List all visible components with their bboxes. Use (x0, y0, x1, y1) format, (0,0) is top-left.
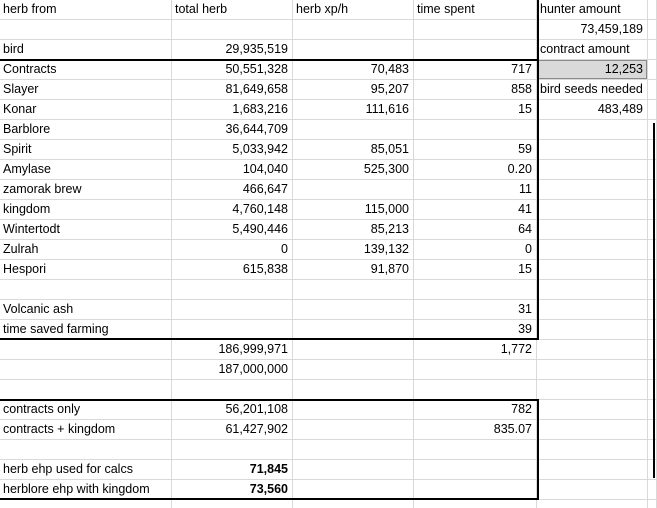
cell-r18-c6[interactable] (648, 340, 657, 360)
cell-r26-c2[interactable] (172, 500, 293, 508)
cell-r17-c3[interactable] (293, 320, 414, 340)
cell-r16-c2[interactable] (172, 300, 293, 320)
cell-r2-c1[interactable] (0, 20, 172, 40)
cell-r8-c3[interactable]: 85,051 (293, 140, 414, 160)
cell-r11-c2[interactable]: 4,760,148 (172, 200, 293, 220)
cell-r25-c3[interactable] (293, 480, 414, 500)
cell-r20-c5[interactable] (537, 380, 648, 400)
cell-r3-c6[interactable] (648, 40, 657, 60)
cell-r1-c6[interactable] (648, 0, 657, 20)
cell-r5-c3[interactable]: 95,207 (293, 80, 414, 100)
cell-r17-c5[interactable] (537, 320, 648, 340)
cell-r4-c2[interactable]: 50,551,328 (172, 60, 293, 80)
cell-r21-c6[interactable] (648, 400, 657, 420)
cell-r18-c4[interactable]: 1,772 (414, 340, 537, 360)
cell-r23-c2[interactable] (172, 440, 293, 460)
cell-r14-c5[interactable] (537, 260, 648, 280)
cell-r22-c2[interactable]: 61,427,902 (172, 420, 293, 440)
cell-r12-c4[interactable]: 64 (414, 220, 537, 240)
cell-r16-c1[interactable]: Volcanic ash (0, 300, 172, 320)
cell-r23-c1[interactable] (0, 440, 172, 460)
cell-r18-c3[interactable] (293, 340, 414, 360)
cell-r16-c4[interactable]: 31 (414, 300, 537, 320)
cell-r17-c4[interactable]: 39 (414, 320, 537, 340)
cell-r2-c5[interactable]: 73,459,189 (537, 20, 648, 40)
cell-r10-c3[interactable] (293, 180, 414, 200)
cell-r22-c5[interactable] (537, 420, 648, 440)
cell-r19-c5[interactable] (537, 360, 648, 380)
cell-r12-c5[interactable] (537, 220, 648, 240)
cell-r9-c6[interactable] (648, 160, 657, 180)
cell-r11-c1[interactable]: kingdom (0, 200, 172, 220)
cell-r13-c3[interactable]: 139,132 (293, 240, 414, 260)
cell-r25-c2[interactable]: 73,560 (172, 480, 293, 500)
cell-r25-c5[interactable] (537, 480, 648, 500)
cell-r6-c2[interactable]: 1,683,216 (172, 100, 293, 120)
cell-r11-c5[interactable] (537, 200, 648, 220)
cell-r5-c6[interactable] (648, 80, 657, 100)
cell-r19-c6[interactable] (648, 360, 657, 380)
cell-r25-c4[interactable] (414, 480, 537, 500)
cell-r9-c1[interactable]: Amylase (0, 160, 172, 180)
cell-r16-c5[interactable] (537, 300, 648, 320)
cell-r21-c1[interactable]: contracts only (0, 400, 172, 420)
cell-r7-c3[interactable] (293, 120, 414, 140)
cell-r14-c2[interactable]: 615,838 (172, 260, 293, 280)
cell-r7-c1[interactable]: Barblore (0, 120, 172, 140)
cell-r1-c5[interactable]: hunter amount (537, 0, 648, 20)
cell-r14-c4[interactable]: 15 (414, 260, 537, 280)
cell-r10-c4[interactable]: 11 (414, 180, 537, 200)
cell-r6-c4[interactable]: 15 (414, 100, 537, 120)
cell-r18-c5[interactable] (537, 340, 648, 360)
cell-r3-c1[interactable]: bird (0, 40, 172, 60)
cell-r15-c1[interactable] (0, 280, 172, 300)
cell-r19-c1[interactable] (0, 360, 172, 380)
cell-r7-c2[interactable]: 36,644,709 (172, 120, 293, 140)
cell-r12-c2[interactable]: 5,490,446 (172, 220, 293, 240)
cell-r24-c4[interactable] (414, 460, 537, 480)
cell-r13-c5[interactable] (537, 240, 648, 260)
cell-r22-c4[interactable]: 835.07 (414, 420, 537, 440)
cell-r13-c1[interactable]: Zulrah (0, 240, 172, 260)
cell-r11-c3[interactable]: 115,000 (293, 200, 414, 220)
cell-r1-c2[interactable]: total herb (172, 0, 293, 20)
cell-r2-c6[interactable] (648, 20, 657, 40)
cell-r8-c5[interactable] (537, 140, 648, 160)
cell-r20-c6[interactable] (648, 380, 657, 400)
cell-r13-c4[interactable]: 0 (414, 240, 537, 260)
cell-r5-c5[interactable]: bird seeds needed (537, 80, 648, 100)
cell-r19-c3[interactable] (293, 360, 414, 380)
cell-r17-c6[interactable] (648, 320, 657, 340)
cell-r23-c4[interactable] (414, 440, 537, 460)
cell-r3-c2[interactable]: 29,935,519 (172, 40, 293, 60)
cell-r9-c3[interactable]: 525,300 (293, 160, 414, 180)
cell-r15-c4[interactable] (414, 280, 537, 300)
cell-r5-c4[interactable]: 858 (414, 80, 537, 100)
cell-r18-c1[interactable] (0, 340, 172, 360)
cell-r4-c3[interactable]: 70,483 (293, 60, 414, 80)
cell-r5-c1[interactable]: Slayer (0, 80, 172, 100)
cell-r22-c6[interactable] (648, 420, 657, 440)
cell-r6-c1[interactable]: Konar (0, 100, 172, 120)
cell-r20-c2[interactable] (172, 380, 293, 400)
cell-r26-c4[interactable] (414, 500, 537, 508)
cell-r16-c6[interactable] (648, 300, 657, 320)
cell-r9-c5[interactable] (537, 160, 648, 180)
cell-r8-c2[interactable]: 5,033,942 (172, 140, 293, 160)
cell-r13-c6[interactable] (648, 240, 657, 260)
cell-r14-c6[interactable] (648, 260, 657, 280)
cell-r19-c2[interactable]: 187,000,000 (172, 360, 293, 380)
cell-r15-c3[interactable] (293, 280, 414, 300)
cell-r22-c1[interactable]: contracts + kingdom (0, 420, 172, 440)
cell-r4-c6[interactable] (648, 60, 657, 80)
cell-r22-c3[interactable] (293, 420, 414, 440)
cell-r6-c5[interactable]: 483,489 (537, 100, 648, 120)
cell-r2-c2[interactable] (172, 20, 293, 40)
cell-r8-c1[interactable]: Spirit (0, 140, 172, 160)
cell-r12-c6[interactable] (648, 220, 657, 240)
cell-r24-c6[interactable] (648, 460, 657, 480)
cell-r3-c5[interactable]: contract amount (537, 40, 648, 60)
cell-r23-c3[interactable] (293, 440, 414, 460)
cell-r21-c5[interactable] (537, 400, 648, 420)
cell-r14-c3[interactable]: 91,870 (293, 260, 414, 280)
cell-r4-c1[interactable]: Contracts (0, 60, 172, 80)
cell-r1-c1[interactable]: herb from (0, 0, 172, 20)
cell-r26-c5[interactable] (537, 500, 648, 508)
cell-r24-c2[interactable]: 71,845 (172, 460, 293, 480)
cell-r3-c4[interactable] (414, 40, 537, 60)
cell-r12-c1[interactable]: Wintertodt (0, 220, 172, 240)
cell-r10-c6[interactable] (648, 180, 657, 200)
cell-r8-c4[interactable]: 59 (414, 140, 537, 160)
cell-r2-c4[interactable] (414, 20, 537, 40)
cell-r6-c3[interactable]: 111,616 (293, 100, 414, 120)
cell-r24-c1[interactable]: herb ehp used for calcs (0, 460, 172, 480)
cell-r4-c4[interactable]: 717 (414, 60, 537, 80)
cell-r1-c3[interactable]: herb xp/h (293, 0, 414, 20)
cell-r26-c6[interactable] (648, 500, 657, 508)
cell-r9-c2[interactable]: 104,040 (172, 160, 293, 180)
cell-r21-c3[interactable] (293, 400, 414, 420)
cell-r10-c5[interactable] (537, 180, 648, 200)
cell-r21-c4[interactable]: 782 (414, 400, 537, 420)
cell-r2-c3[interactable] (293, 20, 414, 40)
cell-r23-c6[interactable] (648, 440, 657, 460)
cell-r18-c2[interactable]: 186,999,971 (172, 340, 293, 360)
cell-r6-c6[interactable] (648, 100, 657, 120)
cell-r1-c4[interactable]: time spent (414, 0, 537, 20)
cell-r20-c1[interactable] (0, 380, 172, 400)
cell-r24-c5[interactable] (537, 460, 648, 480)
cell-r23-c5[interactable] (537, 440, 648, 460)
cell-r19-c4[interactable] (414, 360, 537, 380)
cell-r9-c4[interactable]: 0.20 (414, 160, 537, 180)
cell-r21-c2[interactable]: 56,201,108 (172, 400, 293, 420)
cell-r15-c6[interactable] (648, 280, 657, 300)
cell-r12-c3[interactable]: 85,213 (293, 220, 414, 240)
cell-r5-c2[interactable]: 81,649,658 (172, 80, 293, 100)
cell-r13-c2[interactable]: 0 (172, 240, 293, 260)
cell-r26-c3[interactable] (293, 500, 414, 508)
cell-r7-c4[interactable] (414, 120, 537, 140)
cell-r7-c5[interactable] (537, 120, 648, 140)
cell-r7-c6[interactable] (648, 120, 657, 140)
cell-r20-c4[interactable] (414, 380, 537, 400)
cell-r10-c1[interactable]: zamorak brew (0, 180, 172, 200)
cell-r3-c3[interactable] (293, 40, 414, 60)
cell-r8-c6[interactable] (648, 140, 657, 160)
cell-r20-c3[interactable] (293, 380, 414, 400)
cell-r24-c3[interactable] (293, 460, 414, 480)
cell-r25-c6[interactable] (648, 480, 657, 500)
cell-r17-c2[interactable] (172, 320, 293, 340)
cell-r15-c5[interactable] (537, 280, 648, 300)
cell-r26-c1[interactable] (0, 500, 172, 508)
cell-r17-c1[interactable]: time saved farming (0, 320, 172, 340)
cell-r15-c2[interactable] (172, 280, 293, 300)
cell-r4-c5[interactable]: 12,253 (537, 60, 648, 80)
cell-r16-c3[interactable] (293, 300, 414, 320)
cell-r14-c1[interactable]: Hespori (0, 260, 172, 280)
cell-r11-c4[interactable]: 41 (414, 200, 537, 220)
cell-r11-c6[interactable] (648, 200, 657, 220)
cell-r10-c2[interactable]: 466,647 (172, 180, 293, 200)
cell-r25-c1[interactable]: herblore ehp with kingdom (0, 480, 172, 500)
